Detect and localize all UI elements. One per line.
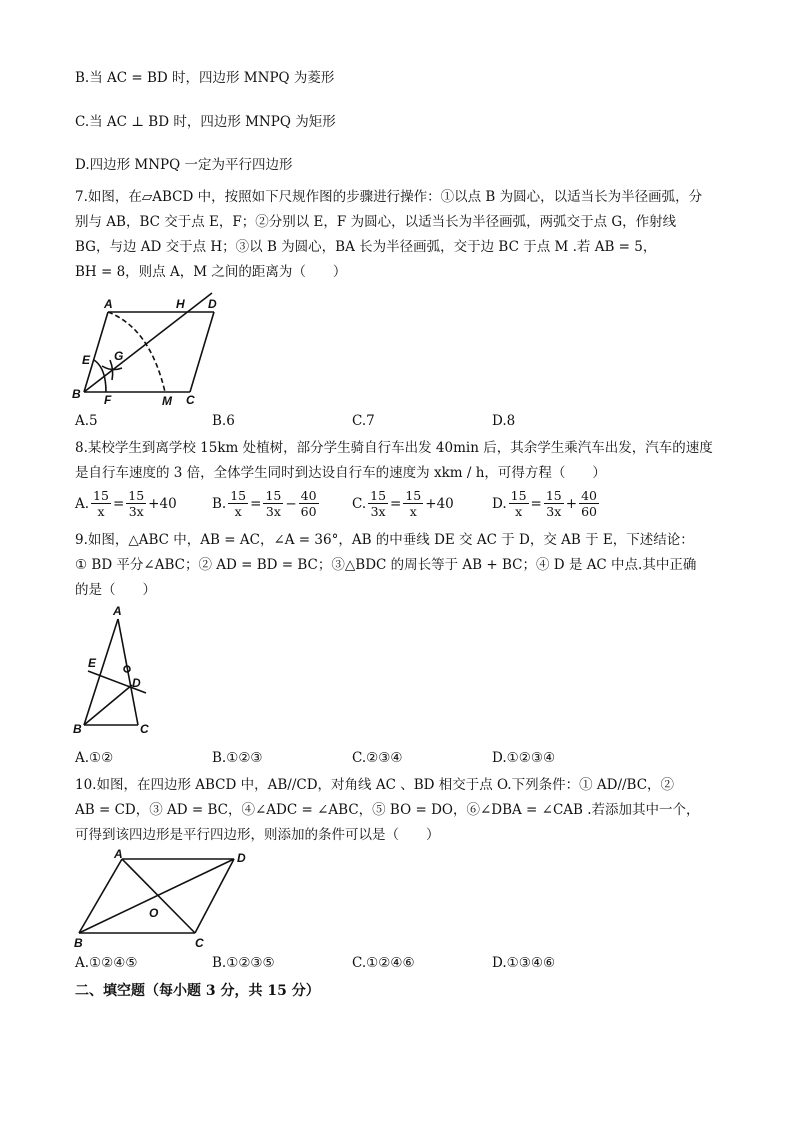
q7-line-4: BH = 8，则点 A，M 之间的距离为（ ） [75, 264, 347, 280]
figure-q10-quadrilateral [70, 847, 260, 952]
q7-line-3: BG，与边 AD 交于点 H；③以 B 为圆心，BA 长为半径画弧，交于边 BC 于点 M .若 AB = 5， [75, 239, 657, 255]
label-m: M [162, 394, 172, 408]
fraction: $\frac{15}{x}$ [93, 488, 109, 519]
fraction: $\frac{15}{3x}$ [128, 488, 145, 519]
fraction: $\frac{15}{3x}$ [265, 488, 282, 519]
q7-option-d: D.8 [492, 413, 516, 429]
fraction: $\frac{40}{60}$ [300, 488, 317, 519]
q8-line-1: 8.某校学生到离学校 15km 处植树，部分学生骑自行车出发 40min 后，其余学生乘汽车出发，汽车的速度 [75, 440, 713, 456]
label-f: F [104, 393, 112, 407]
q10-line-3: 可得到该四边形是平行四边形，则添加的条件可以是（ ） [75, 827, 440, 843]
q8-option-a [75, 488, 177, 519]
q10-option-b: B.①②③⑤ [212, 955, 275, 971]
label-d: D [237, 851, 246, 865]
option-label: C. [352, 495, 367, 512]
q6-option-c: C.当 AC ⊥ BD 时，四边形 MNPQ 为矩形 [75, 114, 336, 130]
diagonal-bd [79, 859, 234, 933]
figure-q9-triangle [70, 605, 165, 740]
q10-option-c: C.①②④⑥ [352, 955, 415, 971]
q10-option-a: A.①②④⑤ [75, 955, 138, 971]
equals-sign: = [250, 495, 262, 512]
fraction: $\frac{15}{3x}$ [545, 488, 562, 519]
edge-cd [195, 859, 234, 933]
equals-sign: = [390, 495, 402, 512]
q9-line-2: ① BD 平分∠ABC；② AD = BD = BC；③△BDC 的周长等于 AB + BC；④ D 是 AC 中点.其中正确 [75, 557, 697, 573]
tail-term: +40 [148, 495, 177, 512]
operator: − [285, 495, 297, 512]
q7-option-b: B.6 [212, 413, 235, 429]
label-h: H [176, 297, 185, 311]
section-heading: 二、填空题（每小题 3 分，共 15 分） [75, 983, 320, 999]
q7-line-2: 别与 AB，BC 交于点 E，F；②分别以 E，F 为圆心，以适当长为半径画弧，两弧交于点 G，作射线 [75, 214, 677, 230]
q8-option-b [212, 488, 321, 519]
q8-option-d [492, 488, 601, 519]
option-label: B. [212, 495, 227, 512]
arc-ef [94, 360, 106, 392]
label-d: D [208, 297, 217, 311]
operator: + [565, 495, 578, 512]
q8-option-c [352, 488, 454, 519]
label-a: A [104, 297, 113, 311]
label-e: E [82, 353, 91, 367]
tail-term: +40 [425, 495, 454, 512]
label-g: G [114, 349, 124, 363]
fraction: $\frac{15}{x}$ [405, 488, 422, 519]
label-c: C [195, 936, 204, 950]
edge-dc [190, 312, 214, 392]
q9-option-c: C.②③④ [352, 750, 403, 766]
diagonal-ac [122, 859, 195, 933]
q9-line-1: 9.如图，△ABC 中，AB = AC，∠A = 36°，AB 的中垂线 DE 交 AC 于 D，交 AB 于 E，下述结论： [75, 532, 694, 548]
fraction: $\frac{15}{x}$ [230, 488, 247, 519]
q8-line-2: 是自行车速度的 3 倍，全体学生同时到达设自行车的速度为 xkm / h，可得方程（ ） [75, 465, 606, 481]
label-d: D [132, 676, 141, 690]
q10-line-2: AB = CD，③ AD = BC，④∠ADC = ∠ABC，⑤ BO = DO，⑥∠DBA = ∠CAB .若添加其中一个， [75, 802, 700, 818]
label-b: B [74, 936, 83, 950]
label-a: A [113, 605, 122, 618]
fraction: $\frac{40}{60}$ [581, 488, 597, 519]
q9-option-d: D.①②③④ [492, 750, 556, 766]
q7-option-c: C.7 [352, 413, 375, 429]
q6-option-d: D.四边形 MNPQ 一定为平行四边形 [75, 157, 293, 173]
q10-option-d: D.①③④⑥ [492, 955, 556, 971]
q7-option-a: A.5 [75, 413, 98, 429]
label-b: B [72, 387, 81, 401]
q6-option-b: B.当 AC = BD 时，四边形 MNPQ 为菱形 [75, 70, 335, 86]
equals-sign: = [530, 495, 542, 512]
option-label: A. [75, 495, 90, 512]
figure-q7-parallelogram [70, 288, 235, 410]
q9-option-a: A.①② [75, 750, 114, 766]
q9-line-3: 的是（ ） [75, 582, 156, 598]
label-c: C [140, 722, 149, 736]
q10-line-1: 10.如图，在四边形 ABCD 中，AB//CD，对角线 AC 、BD 相交于点 O.下列条件：① AD//BC，② [75, 777, 675, 793]
option-label: D. [492, 495, 507, 512]
label-e: E [88, 656, 97, 670]
q9-option-b: B.①②③ [212, 750, 263, 766]
q7-line-1: 7.如图，在▱ABCD 中，按照如下尺规作图的步骤进行操作：①以点 B 为圆心，以适当长为半径画弧，分 [75, 189, 703, 205]
label-a: A [114, 847, 123, 861]
label-o: O [149, 906, 159, 920]
fraction: $\frac{15}{3x}$ [370, 488, 387, 519]
label-b: B [73, 722, 82, 736]
label-c: C [186, 393, 195, 407]
equals-sign: = [112, 495, 125, 512]
fraction: $\frac{15}{x}$ [510, 488, 527, 519]
